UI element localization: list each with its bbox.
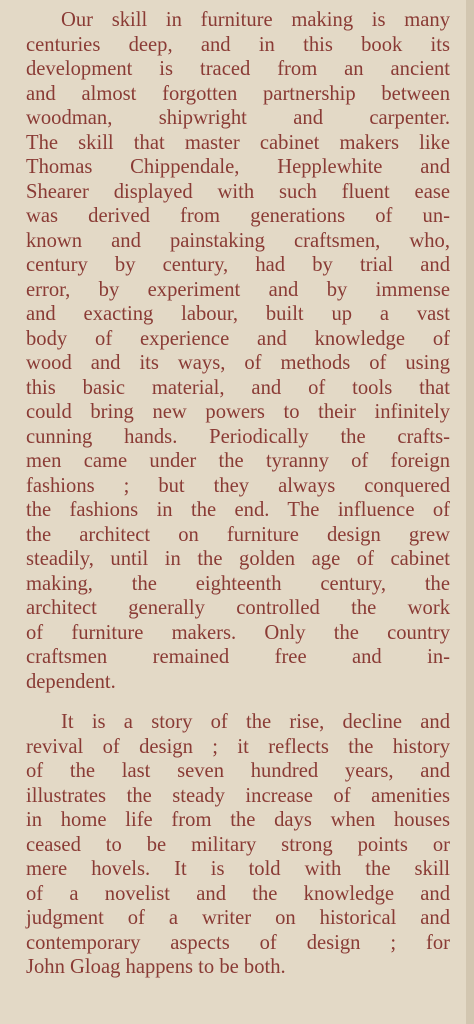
text-line: known and painstaking craftsmen, who, bbox=[26, 229, 450, 252]
paragraph-gap bbox=[26, 694, 450, 710]
text-line: Thomas Chippendale, Hepplewhite and bbox=[26, 156, 450, 178]
text-line: mere hovels. It is told with the skill bbox=[26, 858, 450, 880]
text-line: century by century, had by trial and bbox=[26, 254, 450, 276]
text-line: of a novelist and the knowledge and bbox=[26, 882, 450, 905]
text-line: men came under the tyranny of foreign bbox=[26, 450, 450, 472]
text-line: John Gloag happens to be both. bbox=[26, 956, 286, 978]
page-edge bbox=[466, 0, 474, 1024]
text-line: body of experience and knowledge of bbox=[26, 327, 450, 350]
text-line: Shearer displayed with such fluent ease bbox=[26, 180, 450, 203]
text-line: dependent. bbox=[26, 670, 116, 693]
text-line: woodman, shipwright and carpenter. bbox=[26, 107, 450, 129]
paragraph-2 bbox=[26, 710, 450, 980]
paragraph-1 bbox=[26, 8, 450, 694]
text-line: craftsmen remained free and in- bbox=[26, 646, 450, 668]
text-line: could bring new powers to their infinitely bbox=[26, 401, 450, 423]
text-line: cunning hands. Periodically the crafts- bbox=[26, 425, 450, 448]
text-line: ceased to be military strong points or bbox=[26, 833, 450, 856]
text-line: revival of design ; it reflects the history bbox=[26, 735, 450, 758]
text-line: illustrates the steady increase of amenities bbox=[26, 784, 450, 807]
text-line: of furniture makers. Only the country bbox=[26, 621, 450, 644]
text-line: Our skill in furniture making is many bbox=[61, 9, 450, 31]
text-line: of the last seven hundred years, and bbox=[26, 760, 450, 782]
blurb-text bbox=[26, 8, 450, 980]
text-line: making, the eighteenth century, the bbox=[26, 572, 450, 595]
text-line: development is traced from an ancient bbox=[26, 58, 450, 80]
text-line: this basic material, and of tools that bbox=[26, 376, 450, 399]
text-line: error, by experiment and by immense bbox=[26, 278, 450, 301]
text-line: was derived from generations of un- bbox=[26, 205, 450, 227]
text-line: wood and its ways, of methods of using bbox=[26, 352, 450, 374]
text-line: It is a story of the rise, decline and bbox=[61, 711, 450, 733]
text-line: The skill that master cabinet makers like bbox=[26, 131, 450, 154]
text-line: the architect on furniture design grew bbox=[26, 523, 450, 546]
text-line: contemporary aspects of design ; for bbox=[26, 931, 450, 954]
text-line: steadily, until in the golden age of cabinet bbox=[26, 548, 450, 570]
text-line: centuries deep, and in this book its bbox=[26, 33, 450, 56]
text-line: architect generally controlled the work bbox=[26, 597, 450, 619]
text-line: and exacting labour, built up a vast bbox=[26, 303, 450, 325]
text-line: the fashions in the end. The influence of bbox=[26, 499, 450, 521]
text-line: and almost forgotten partnership between bbox=[26, 82, 450, 105]
text-line: fashions ; but they always conquered bbox=[26, 474, 450, 497]
text-line: judgment of a writer on historical and bbox=[26, 907, 450, 929]
text-line: in home life from the days when houses bbox=[26, 809, 450, 831]
